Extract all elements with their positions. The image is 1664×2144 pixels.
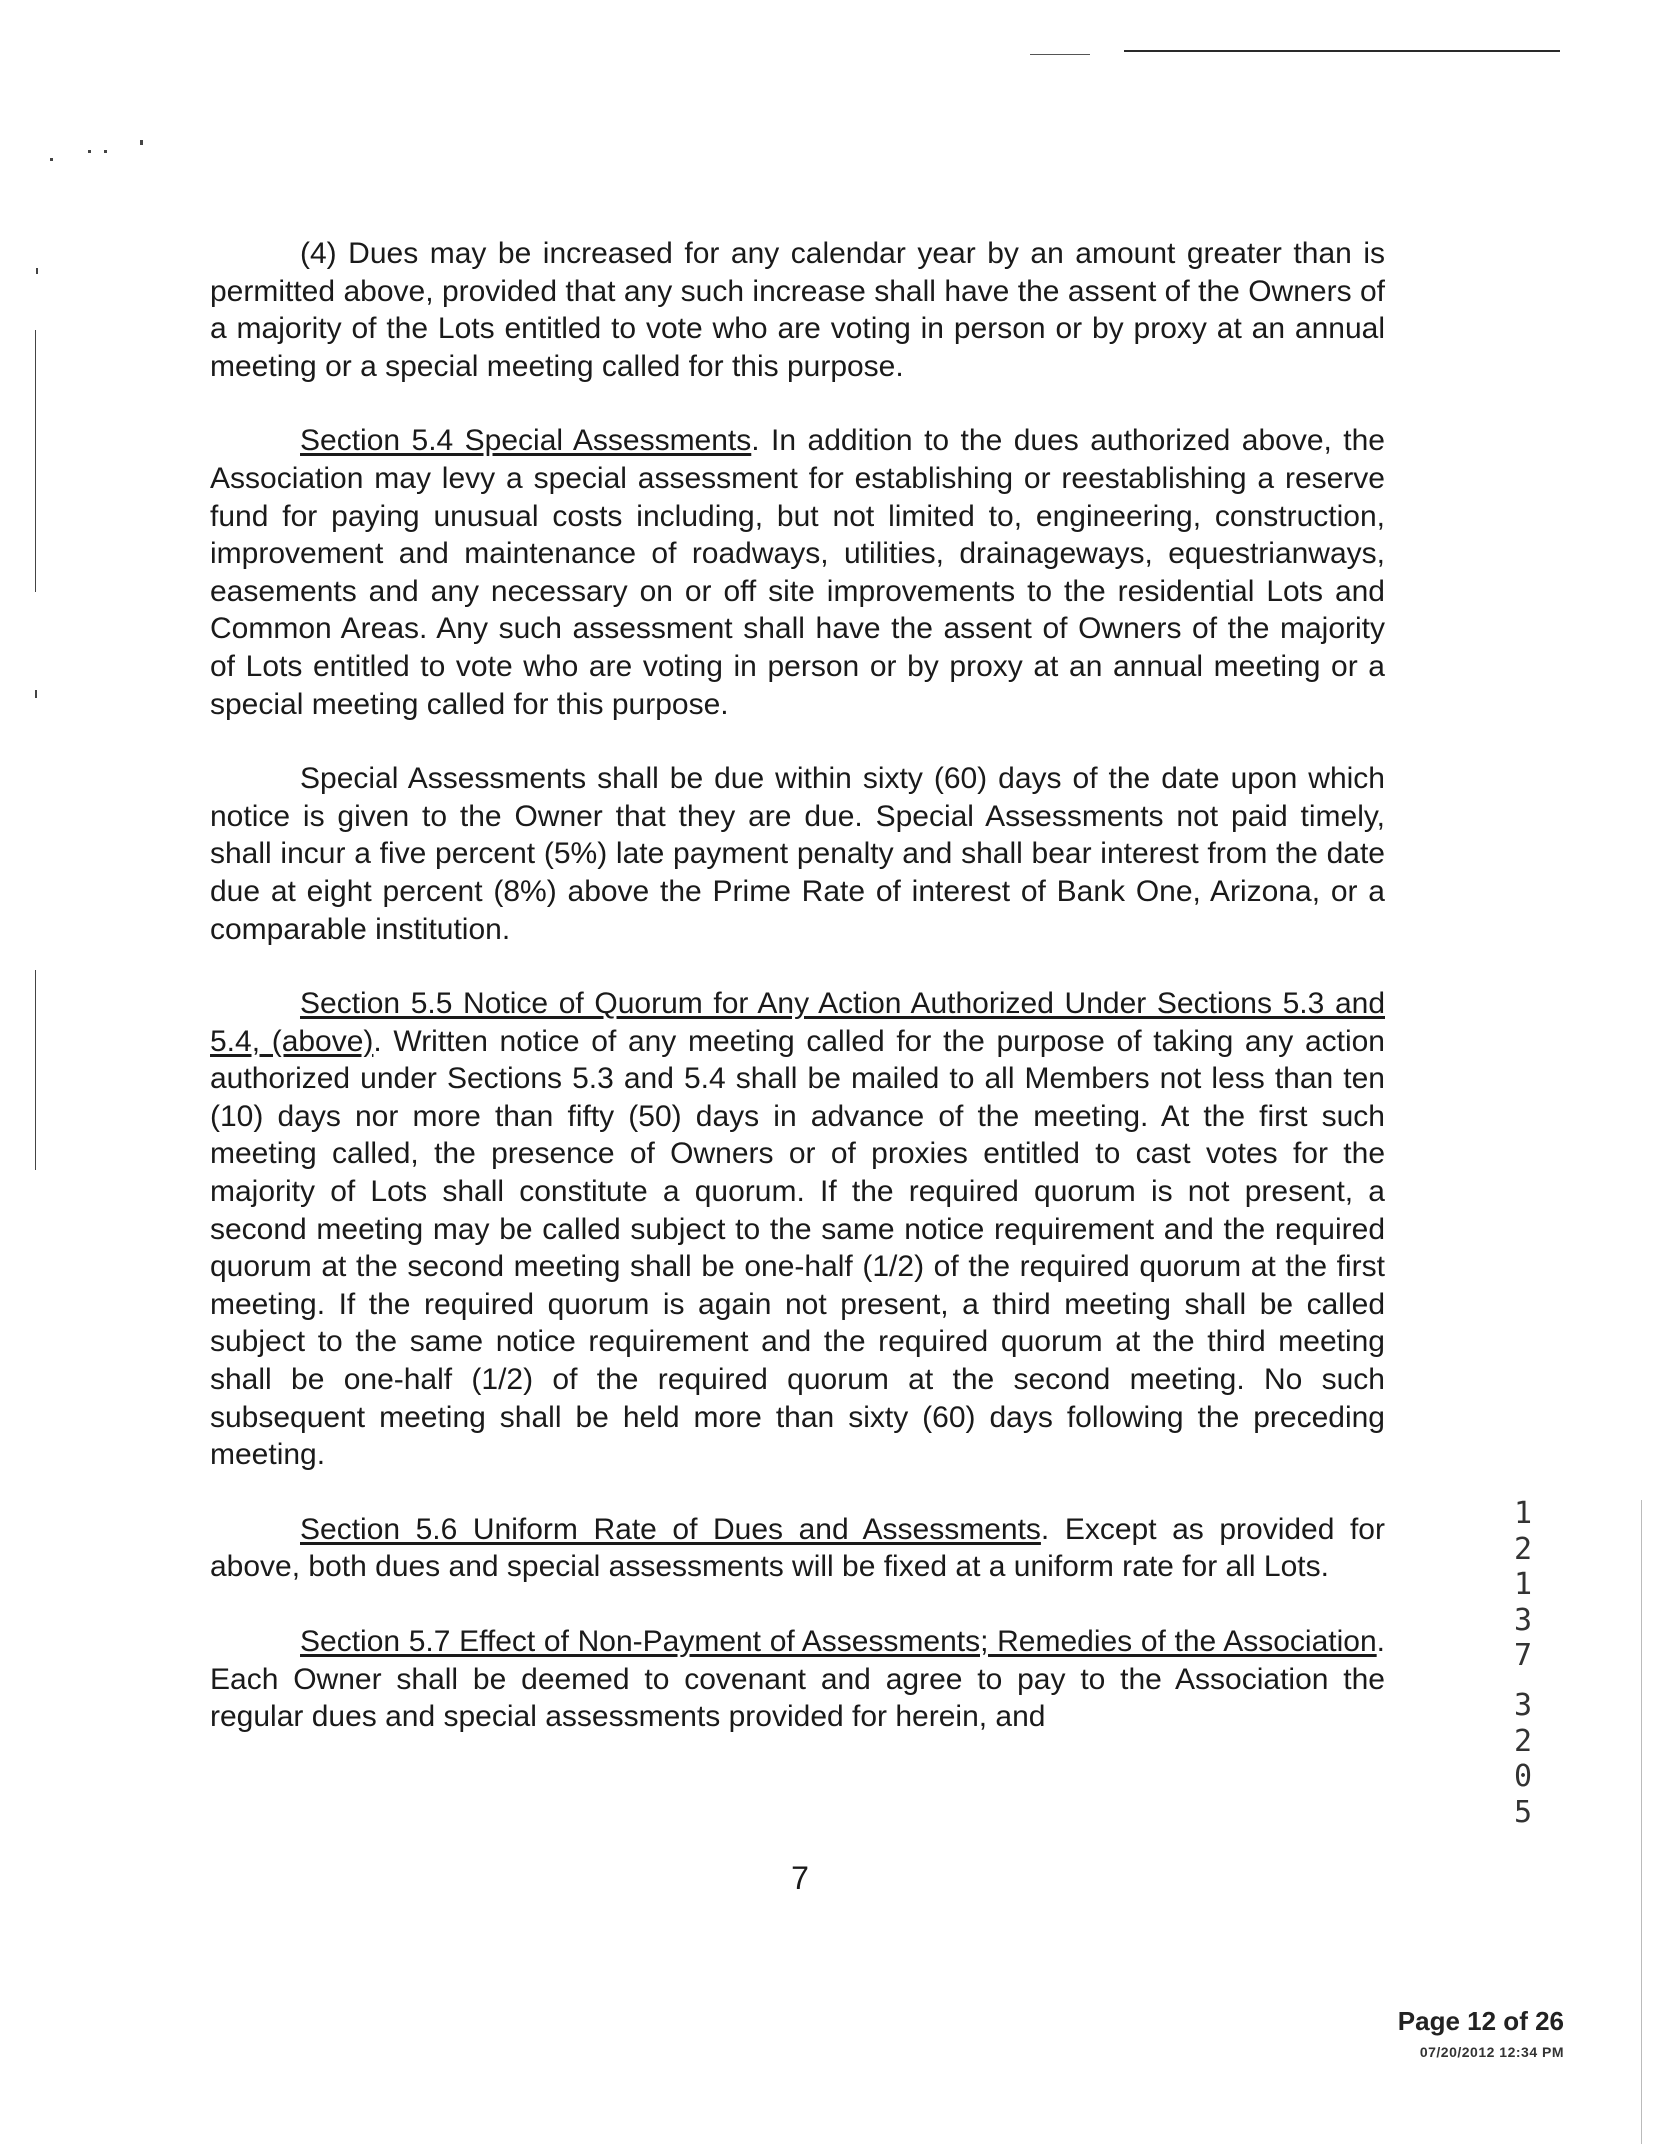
recording-digit: 1 <box>1513 1496 1533 1531</box>
page-number: 7 <box>791 1860 809 1896</box>
paragraph-text: . Except as provided for above, both dues and special assessments will be fixed at a uniform rate for all Lots. <box>210 1512 1385 1584</box>
document-body <box>210 235 1385 1773</box>
scan-mark <box>50 158 53 161</box>
paragraph-text: . In addition to the dues authorized above, the Association may levy a special assessment for establishing or reestablishing a reserve fund for paying unusual costs including, but not limited to, engineering, construction, improvement and maintenance of roadways, utilities, drainageways, equestrianways, easements and any necessary on or off site improvements to the residential Lots and Common Areas. Any such assessment shall have the assent of Owners of the majority of Lots entitled to vote who are voting in person or by proxy at an annual meeting or a special meeting called for this purpose. <box>210 424 1385 721</box>
recording-number-part2 <box>1510 1688 1536 1830</box>
paragraph-section-5-4 <box>210 422 1385 723</box>
recording-digit: 5 <box>1513 1794 1533 1830</box>
scan-mark <box>35 690 37 698</box>
paragraph-text: . Each Owner shall be deemed to covenant and agree to pay to the Association the regular dues and special assessments provided for herein, and <box>210 1625 1385 1734</box>
paragraph-special-assessments-due <box>210 760 1385 948</box>
scan-mark <box>140 140 143 145</box>
recording-digit: 3 <box>1513 1602 1533 1638</box>
recording-digit: 2 <box>1513 1531 1533 1567</box>
top-rule-long <box>1124 50 1560 52</box>
section-heading: Section 5.6 Uniform Rate of Dues and Assessments <box>300 1512 1041 1546</box>
scan-mark <box>36 268 38 274</box>
section-heading: Section 5.4 Special Assessments <box>300 424 752 458</box>
scan-mark <box>104 150 107 153</box>
recording-digit: 3 <box>1513 1688 1533 1723</box>
recording-digit: 7 <box>1513 1638 1533 1674</box>
scan-mark <box>88 150 91 153</box>
page-edge-line <box>1641 1500 1642 2144</box>
paragraph-dues-increase <box>210 235 1385 385</box>
paragraph-section-5-7 <box>210 1623 1385 1736</box>
margin-line <box>35 330 36 592</box>
top-rule-short <box>1030 54 1090 55</box>
paragraph-text: . Written notice of any meeting called for the purpose of taking any action authorized under Sections 5.3 and 5.4 shall be mailed to all Members not less than ten (10) days nor more than fifty (50) days in advance of the meeting. At the first such meeting called, the presence of Owners or of proxies entitled to cast votes for the majority of Lots shall constitute a quorum. If the required quorum is not present, a second meeting may be called subject to the same notice requirement and the required quorum at the second meeting shall be one-half (1/2) of the required quorum at the first meeting. If the required quorum is again not present, a third meeting shall be called subject to the same notice requirement and the required quorum at the third meeting shall be one-half (1/2) of the required quorum at the second meeting. No such subsequent meeting shall be held more than sixty (60) days following the preceding meeting. <box>210 1024 1385 1472</box>
recording-number-part1 <box>1510 1496 1536 1674</box>
section-heading: Section 5.5 Notice of Quorum for Any Action Authorized Under Sections 5.3 and 5.4, (above) <box>210 987 1385 1058</box>
paragraph-section-5-6 <box>210 1511 1385 1586</box>
paragraph-section-5-5 <box>210 985 1385 1474</box>
margin-line <box>35 970 36 1170</box>
recording-digit: 2 <box>1513 1723 1533 1759</box>
section-heading: Section 5.7 Effect of Non-Payment of Assessments; Remedies of the Association <box>300 1625 1377 1658</box>
paragraph-text: Special Assessments shall be due within sixty (60) days of the date upon which notice is given to the Owner that they are due. Special Assessments not paid timely, shall incur a five percent (5%) late payment penalty and shall bear interest from the date due at eight percent (8%) above the Prime Rate of interest of Bank One, Arizona, or a comparable institution. <box>210 762 1385 946</box>
recording-digit: 0 <box>1513 1759 1533 1795</box>
page-count: Page 12 of 26 <box>1397 2006 1564 2036</box>
recording-digit: 1 <box>1513 1567 1533 1603</box>
paragraph-text: (4) Dues may be increased for any calendar year by an amount greater than is permitted above, provided that any such increase shall have the assent of the Owners of a majority of the Lots entitled to vote who are voting in person or by proxy at an annual meeting or a special meeting called for this purpose. <box>210 237 1385 383</box>
print-timestamp: 07/20/2012 12:34 PM <box>1419 2044 1564 2060</box>
